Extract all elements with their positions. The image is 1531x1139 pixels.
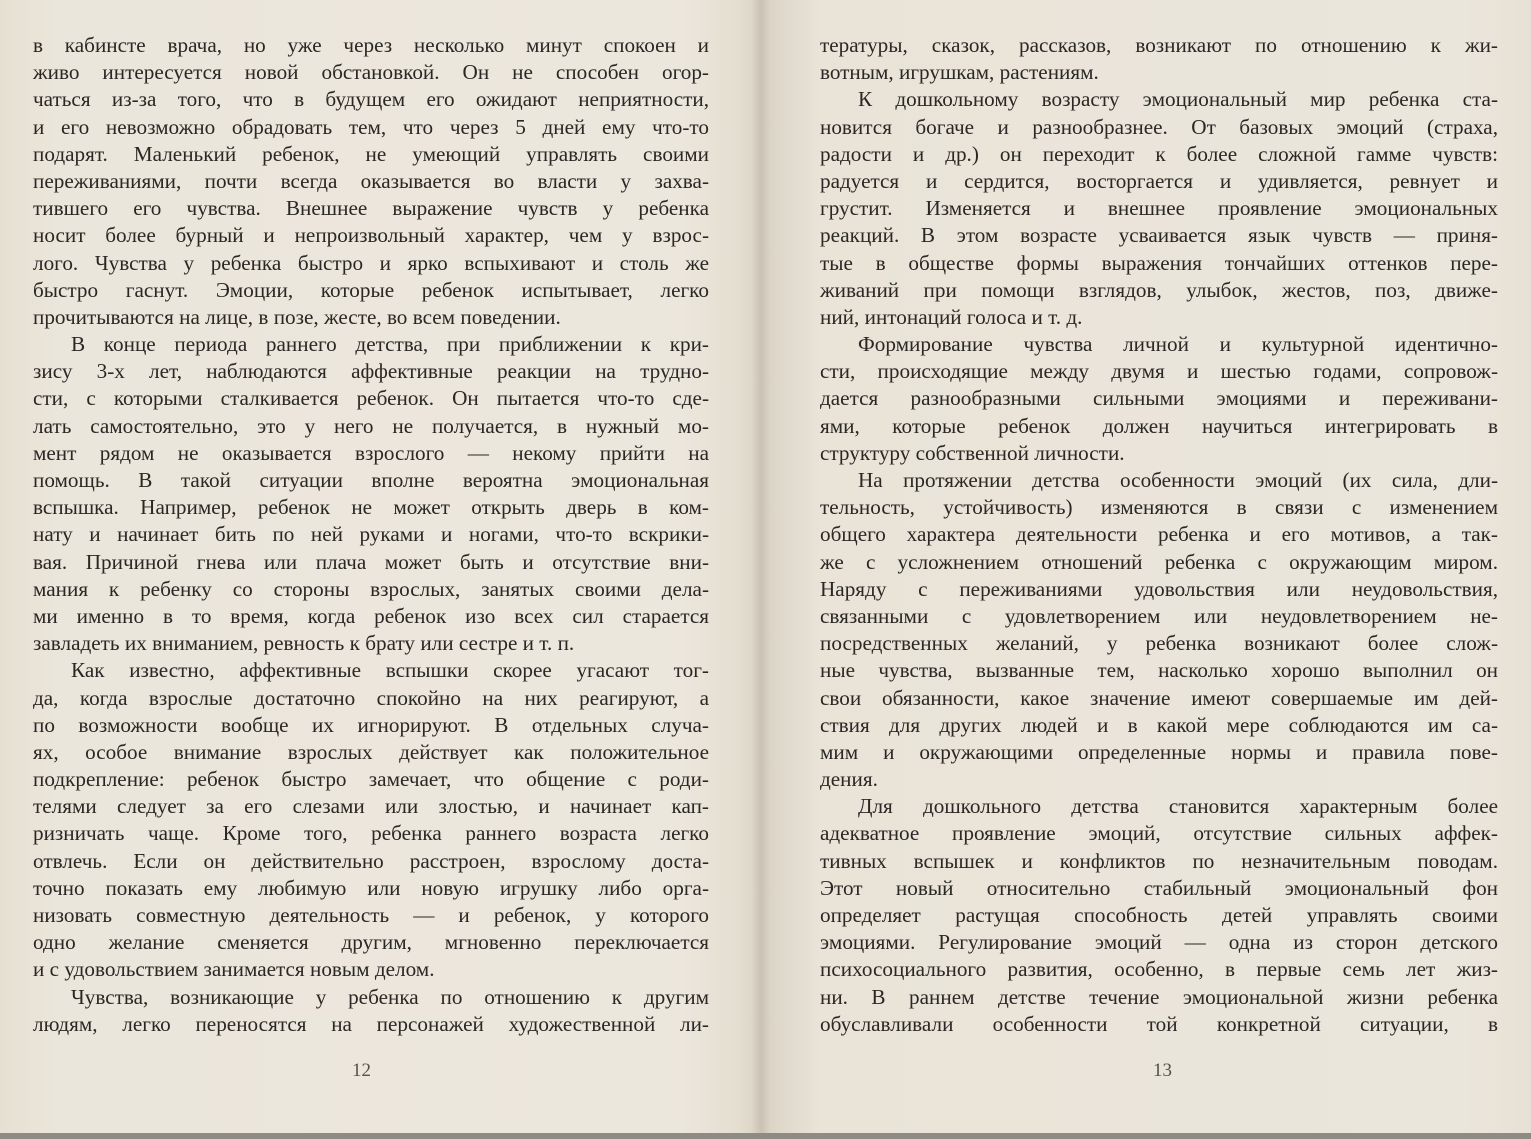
text-line: зису 3-х лет, наблюдаются аффективные реакции на трудно- xyxy=(33,359,709,384)
text-line: новится богаче и разнообразнее. От базовых эмоций (страха, xyxy=(820,114,1498,139)
text-line: грустит. Изменяется и внешнее проявление эмоциональных xyxy=(820,196,1498,221)
text-line: лать самостоятельно, это у него не получается, в нужный мо- xyxy=(33,413,709,438)
text-line: да, когда взрослые достаточно спокойно на них реагируют, а xyxy=(33,685,709,710)
text-line: реакций. В этом возрасте усваивается язык чувств — приня- xyxy=(820,223,1498,248)
text-line: эмоциями. Регулирование эмоций — одна из сторон детского xyxy=(820,930,1498,955)
left-page-number: 12 xyxy=(352,1060,371,1081)
text-line: обуславливали особенности той конкретной ситуации, в xyxy=(820,1011,1498,1036)
text-line: ях, особое внимание взрослых действует как положительное xyxy=(33,739,709,764)
text-line: живо интересуется новой обстановкой. Он не способен огор- xyxy=(33,60,709,85)
text-line: подкрепление: ребенок быстро замечает, что общение с роди- xyxy=(33,767,709,792)
text-line: тельность, устойчивость) изменяются в связи с изменением xyxy=(820,495,1498,520)
text-line: же с усложнением отношений ребенка с окружающим миром. xyxy=(820,549,1498,574)
text-line: посредственных желаний, у ребенка возникают более слож- xyxy=(820,631,1498,656)
text-line: мим и окружающими определенные нормы и правила пове- xyxy=(820,739,1498,764)
text-line: быстро гаснут. Эмоции, которые ребенок испытывает, легко xyxy=(33,277,709,302)
text-line: и с удовольствием занимается новым делом. xyxy=(33,957,435,982)
text-line: и его невозможно обрадовать тем, что через 5 дней ему что-то xyxy=(33,114,709,139)
text-line: ний, интонаций голоса и т. д. xyxy=(820,304,1083,329)
right-page-text xyxy=(820,32,1498,1038)
text-line: тившего его чувства. Внешнее выражение чувств у ребенка xyxy=(33,196,709,221)
text-line: вотным, игрушкам, растениям. xyxy=(820,60,1099,85)
text-line: дается разнообразными сильными эмоциями и переживани- xyxy=(820,386,1498,411)
text-line: живаний при помощи взглядов, улыбок, жестов, поз, движе- xyxy=(820,277,1498,302)
scan-bottom-edge xyxy=(0,1133,1531,1139)
text-line: ризничать чаще. Кроме того, ребенка раннего возраста легко xyxy=(33,821,709,846)
text-line: завладеть их вниманием, ревность к брату или сестре и т. п. xyxy=(33,631,575,656)
text-line: по возможности вообще их игнорируют. В отдельных случа- xyxy=(33,712,709,737)
text-line: В конце периода раннего детства, при приближении к кри- xyxy=(71,332,709,357)
text-line: отвлечь. Если он действительно расстроен, взрослому доста- xyxy=(33,848,709,873)
text-line: ни. В раннем детстве течение эмоциональной жизни ребенка xyxy=(820,984,1498,1009)
text-line: На протяжении детства особенности эмоций (их сила, дли- xyxy=(858,468,1498,492)
text-line: вая. Причиной гнева или плача может быть и отсутствие вни- xyxy=(33,549,709,574)
text-line: прочитываются на лице, в позе, жесте, во всем поведении. xyxy=(33,304,561,329)
text-line: общего характера деятельности ребенка и его мотивов, а так- xyxy=(820,522,1498,547)
text-line: точно показать ему любимую или новую игрушку либо орга- xyxy=(33,875,709,900)
text-line: тые в обществе формы выражения тончайших оттенков пере- xyxy=(820,250,1498,275)
text-line: тивных вспышек и конфликтов по незначительным поводам. xyxy=(820,848,1498,873)
text-line: ми именно в то время, когда ребенок изо всех сил старается xyxy=(33,603,709,628)
text-line: носит более бурный и непроизвольный характер, чем у взрос- xyxy=(33,223,709,248)
book-spine xyxy=(752,0,770,1133)
text-line: ствия для других людей и в какой мере соблюдаются им са- xyxy=(820,712,1498,737)
text-line: дения. xyxy=(820,767,878,792)
text-line: помощь. В такой ситуации вполне вероятна эмоциональная xyxy=(33,468,709,492)
text-line: Формирование чувства личной и культурной идентично- xyxy=(858,332,1498,357)
text-line: сти, с которыми сталкивается ребенок. Он пытается что-то сде- xyxy=(33,386,709,411)
text-line: Наряду с переживаниями удовольствия или неудовольствия, xyxy=(820,576,1498,601)
text-line: в кабинсте врача, но уже через несколько минут спокоен и xyxy=(33,33,709,57)
text-line: определяет растущая способность детей управлять своими xyxy=(820,903,1498,927)
text-line: мент рядом не оказывается взрослого — некому прийти на xyxy=(33,440,709,465)
text-line: структуру собственной личности. xyxy=(820,440,1125,465)
text-line: переживаниями, почти всегда оказывается во власти у захва- xyxy=(33,168,709,193)
text-line: тературы, сказок, рассказов, возникают по отношению к жи- xyxy=(820,33,1498,57)
text-line: психосоциального развития, особенно, в первые семь лет жиз- xyxy=(820,957,1498,982)
text-line: Чувства, возникающие у ребенка по отношению к другим xyxy=(71,984,709,1009)
text-line: низовать совместную деятельность — и ребенок, у которого xyxy=(33,903,709,927)
left-page-text xyxy=(33,32,709,1038)
text-line: одно желание сменяется другим, мгновенно переключается xyxy=(33,930,709,955)
text-line: Для дошкольного детства становится характерным более xyxy=(858,794,1498,819)
text-line: людям, легко переносятся на персонажей художественной ли- xyxy=(33,1011,709,1036)
text-line: К дошкольному возрасту эмоциональный мир ребенка ста- xyxy=(858,87,1498,112)
text-line: связанными с удовлетворением или неудовлетворением не- xyxy=(820,603,1498,628)
text-line: сти, происходящие между двумя и шестью годами, сопровож- xyxy=(820,359,1498,384)
text-line: Как известно, аффективные вспышки скорее угасают тог- xyxy=(71,658,709,683)
text-line: радости и др.) он переходит к более сложной гамме чувств: xyxy=(820,141,1498,166)
text-line: Этот новый относительно стабильный эмоциональный фон xyxy=(820,875,1498,900)
text-line: радуется и сердится, восторгается и удивляется, ревнует и xyxy=(820,168,1498,193)
text-line: подарят. Маленький ребенок, не умеющий управлять своими xyxy=(33,141,709,166)
text-line: лого. Чувства у ребенка быстро и ярко вспыхивают и столь же xyxy=(33,250,709,275)
text-line: свои обязанности, какое значение имеют совершаемые им дей- xyxy=(820,685,1498,710)
text-line: чаться из-за того, что в будущем его ожидают неприятности, xyxy=(33,87,709,112)
text-line: ями, которые ребенок должен научиться интегрировать в xyxy=(820,413,1498,438)
text-line: ные чувства, вызванные тем, насколько хорошо выполнил он xyxy=(820,658,1498,683)
text-line: адекватное проявление эмоций, отсутствие сильных аффек- xyxy=(820,821,1498,846)
right-page-number: 13 xyxy=(1153,1060,1172,1081)
text-line: вспышка. Например, ребенок не может открыть дверь в ком- xyxy=(33,495,709,520)
text-line: телями следует за его слезами или злостью, и начинает кап- xyxy=(33,794,709,819)
text-line: нату и начинает бить по ней руками и ногами, что-то вскрики- xyxy=(33,522,709,547)
text-line: мания к ребенку со стороны взрослых, занятых своими дела- xyxy=(33,576,709,601)
